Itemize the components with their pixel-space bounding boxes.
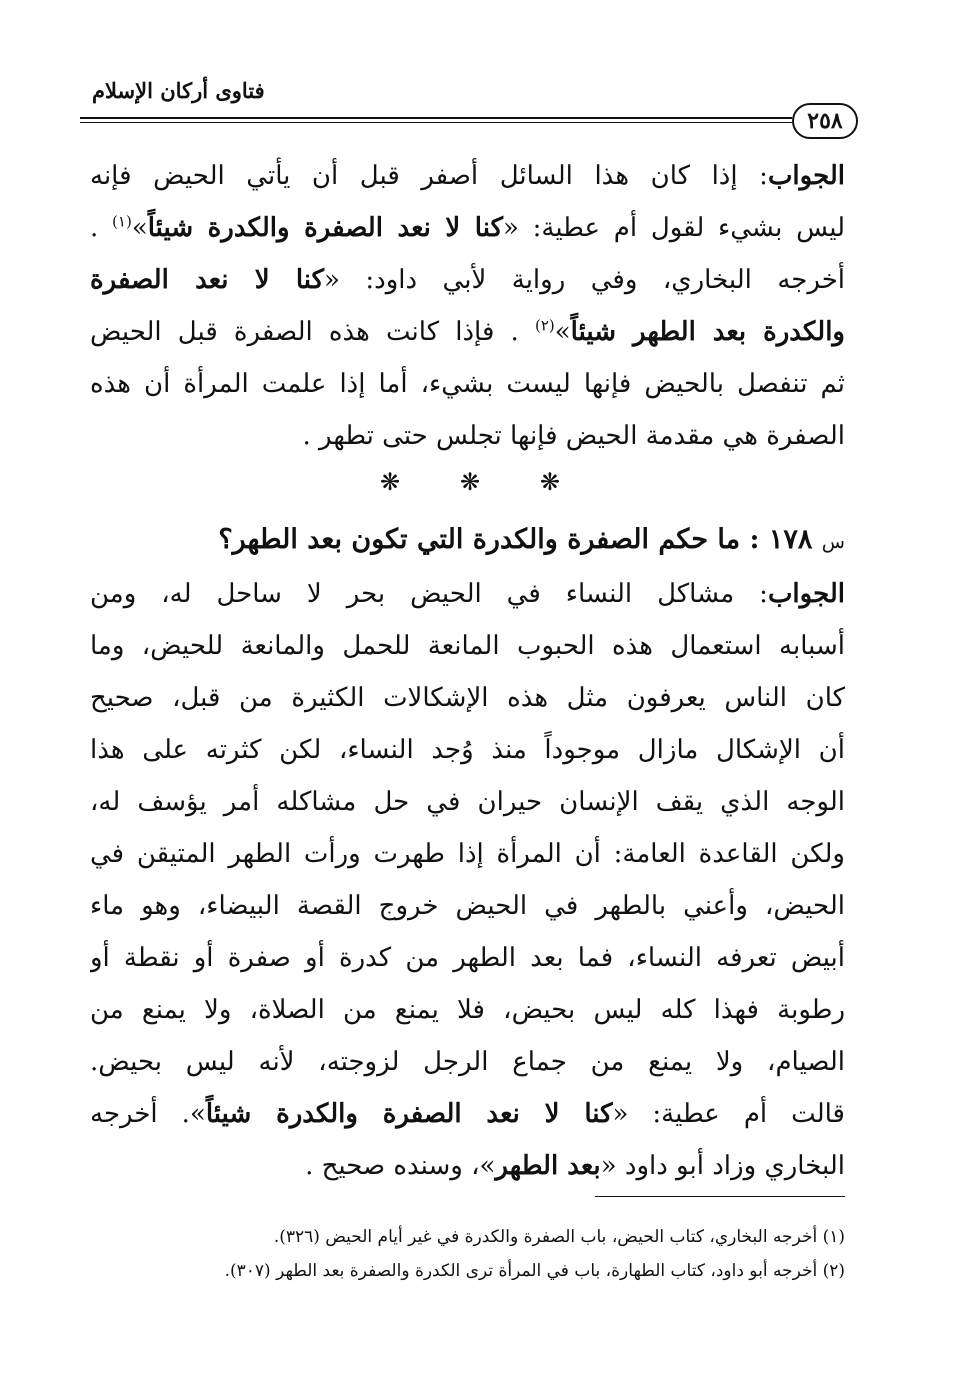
text-line: أبيض تعرفه النساء، فما بعد الطهر من كدرة أو صفرة أو نقطة أو [90, 943, 845, 973]
line-text: ليس بشيء لقول أم عطية: « [502, 213, 845, 243]
line-text: : إذا كان هذا السائل أصفر قبل أن يأتي الحيض فإنه [90, 161, 768, 191]
text-line [90, 254, 845, 306]
text-line: ولكن القاعدة العامة: أن المرأة إذا طهرت ورأت الطهر المتيقن في [90, 839, 845, 869]
footnote-ref: (١) [112, 212, 132, 231]
line-text: قالت أم عطية: « [612, 1099, 845, 1129]
text-line: رطوبة فهذا كله ليس بحيض، فلا يمنع من الصلاة، ولا يمنع من [90, 995, 845, 1025]
line-text: البخاري وزاد أبو داود « [600, 1151, 845, 1181]
asterism-icon: ❋ [380, 468, 401, 496]
text-line: الصفرة هي مقدمة الحيض فإنها تجلس حتى تطهر . [302, 421, 845, 451]
text-line: كان الناس يعرفون مثل هذه الإشكالات الكثيرة من قبل، صحيح [90, 683, 845, 713]
asterism-icon: ❋ [459, 468, 481, 496]
footnote-divider [595, 1196, 845, 1197]
footnote-1: (١) أخرجه البخاري، كتاب الحيض، باب الصفرة والكدرة في غير أيام الحيض (٣٢٦). [273, 1227, 845, 1247]
text-line: الصيام، ولا يمنع من جماع الرجل لزوجته، لأنه ليس بحيض. [90, 1047, 845, 1077]
header-rule-thin [80, 122, 792, 123]
text-line: الحيض، وأعني بالطهر في الحيض خروج القصة البيضاء، وهو ماء [90, 891, 845, 921]
line-text: : مشاكل النساء في الحيض بحر لا ساحل له، ومن [90, 579, 768, 609]
answer-block-2 [90, 568, 845, 1192]
line-text: أخرجه البخاري، وفي رواية لأبي داود: « [324, 265, 845, 295]
answer-block-1 [90, 150, 845, 462]
footnote-2: (٢) أخرجه أبو داود، كتاب الطهارة، باب في المرأة ترى الكدرة والصفرة بعد الطهر (٣٠٧). [224, 1261, 845, 1281]
text-line [90, 150, 845, 202]
question-text: : ما حكم الصفرة والكدرة التي تكون بعد الطهر؟ [218, 524, 760, 555]
text-line: أن الإشكال مازال موجوداً منذ وُجد النساء، لكن كثرته على هذا [90, 735, 845, 765]
text-line [90, 306, 845, 358]
question-marker: س [821, 531, 845, 553]
text-line: أسبابه استعمال هذه الحبوب المانعة للحمل والمانعة للحيض، وما [90, 631, 845, 661]
text-line: ثم تنفصل بالحيض فإنها ليست بشيء، أما إذا علمت المرأة أن هذه [90, 369, 845, 399]
hadith-quote: بعد الطهر [495, 1151, 601, 1181]
text-line [90, 568, 845, 620]
line-text: . فإذا كانت هذه الصفرة قبل الحيض [90, 317, 535, 347]
text-line: الوجه الذي يقف الإنسان حيران في حل مشاكله أمر يؤسف له، [90, 787, 845, 817]
question-heading [140, 515, 845, 565]
line-text: ». أخرجه [90, 1099, 206, 1129]
page-number-badge: ٢٥٨ [792, 103, 858, 139]
answer-label: الجواب [767, 161, 845, 191]
answer-label: الجواب [767, 579, 845, 609]
asterism-icon: ❋ [539, 468, 560, 496]
footnote-ref: (٢) [534, 316, 555, 335]
hadith-quote: كنا لا نعد الصفرة والكدرة شيئاً [205, 1099, 613, 1129]
section-separator [380, 468, 560, 498]
hadith-quote: كنا لا نعد الصفرة [90, 265, 324, 295]
line-text: »، وسنده صحيح . [305, 1151, 496, 1181]
running-header-title: فتاوى أركان الإسلام [92, 78, 265, 103]
header-rule [80, 117, 792, 119]
text-line [90, 202, 845, 254]
text-line [90, 1140, 845, 1192]
question-number: ١٧٨ [768, 524, 813, 555]
text-line [90, 1088, 845, 1140]
hadith-quote: والكدرة بعد الطهر شيئاً [570, 317, 845, 347]
quote-mark: » [554, 317, 571, 347]
hadith-quote: كنا لا نعد الصفرة والكدرة شيئاً [147, 213, 503, 243]
line-text: . [90, 213, 113, 243]
quote-mark: » [131, 213, 148, 243]
